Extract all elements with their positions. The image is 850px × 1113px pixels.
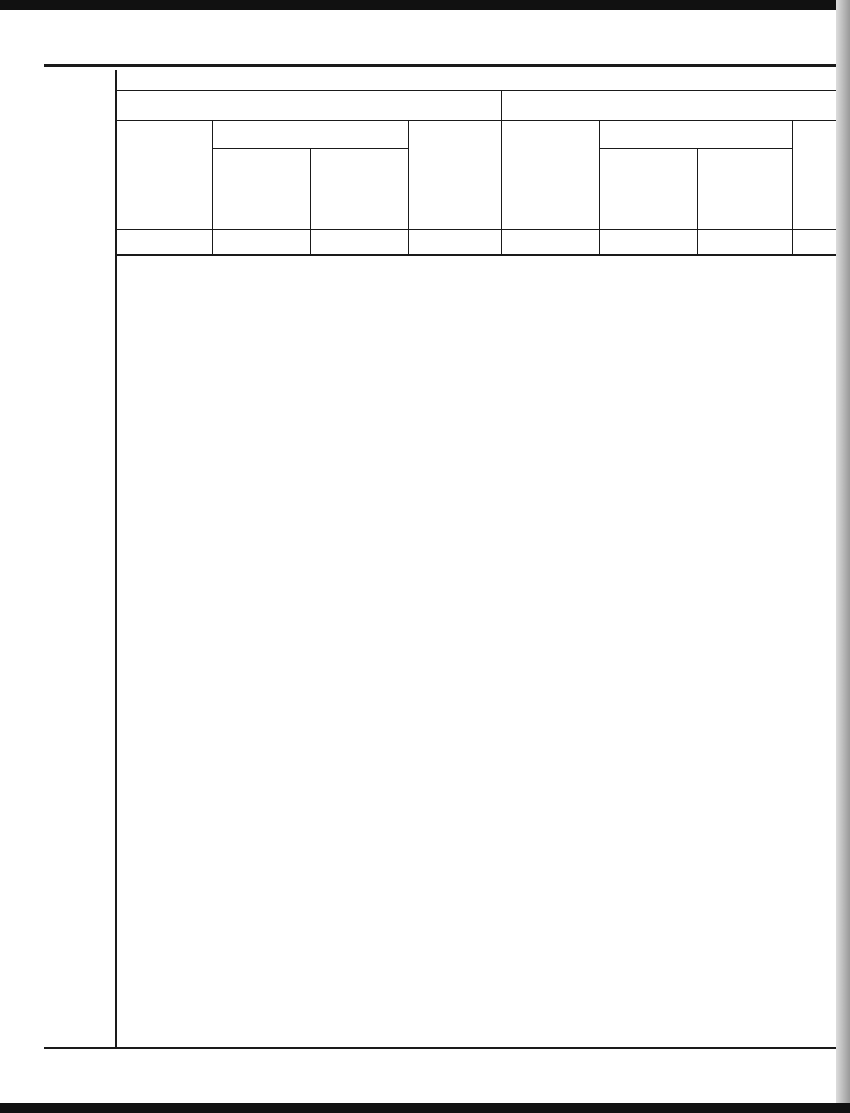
curacao-aruba-divider bbox=[501, 90, 502, 255]
col-div-5 bbox=[697, 148, 698, 255]
header-number-rule bbox=[117, 229, 836, 230]
header-elders-curacao bbox=[344, 155, 372, 223]
scan-top-border bbox=[0, 0, 850, 10]
header-geboren-aruba bbox=[628, 152, 668, 224]
vestiging-underline bbox=[117, 90, 836, 91]
header-geboren-curacao bbox=[242, 152, 282, 224]
header-elders-aruba bbox=[730, 155, 758, 223]
header-bottom-rule bbox=[117, 254, 836, 256]
col-div-2 bbox=[310, 148, 311, 255]
bottom-rule bbox=[44, 1047, 836, 1049]
scan-bottom-border bbox=[0, 1103, 850, 1113]
stub-divider bbox=[115, 70, 117, 1048]
aruba-underline bbox=[502, 120, 836, 121]
header-vreemd-curacao bbox=[440, 135, 468, 205]
col-div-3 bbox=[408, 120, 409, 255]
scan-right-edge bbox=[836, 0, 850, 1113]
curacao-underline bbox=[117, 120, 501, 121]
ned-aru-underline bbox=[600, 148, 792, 149]
col-div-6 bbox=[792, 120, 793, 255]
col-div-4 bbox=[599, 120, 600, 255]
top-rule bbox=[44, 64, 836, 67]
header-vreemd-aruba bbox=[814, 135, 836, 215]
col-div-1 bbox=[212, 120, 213, 255]
